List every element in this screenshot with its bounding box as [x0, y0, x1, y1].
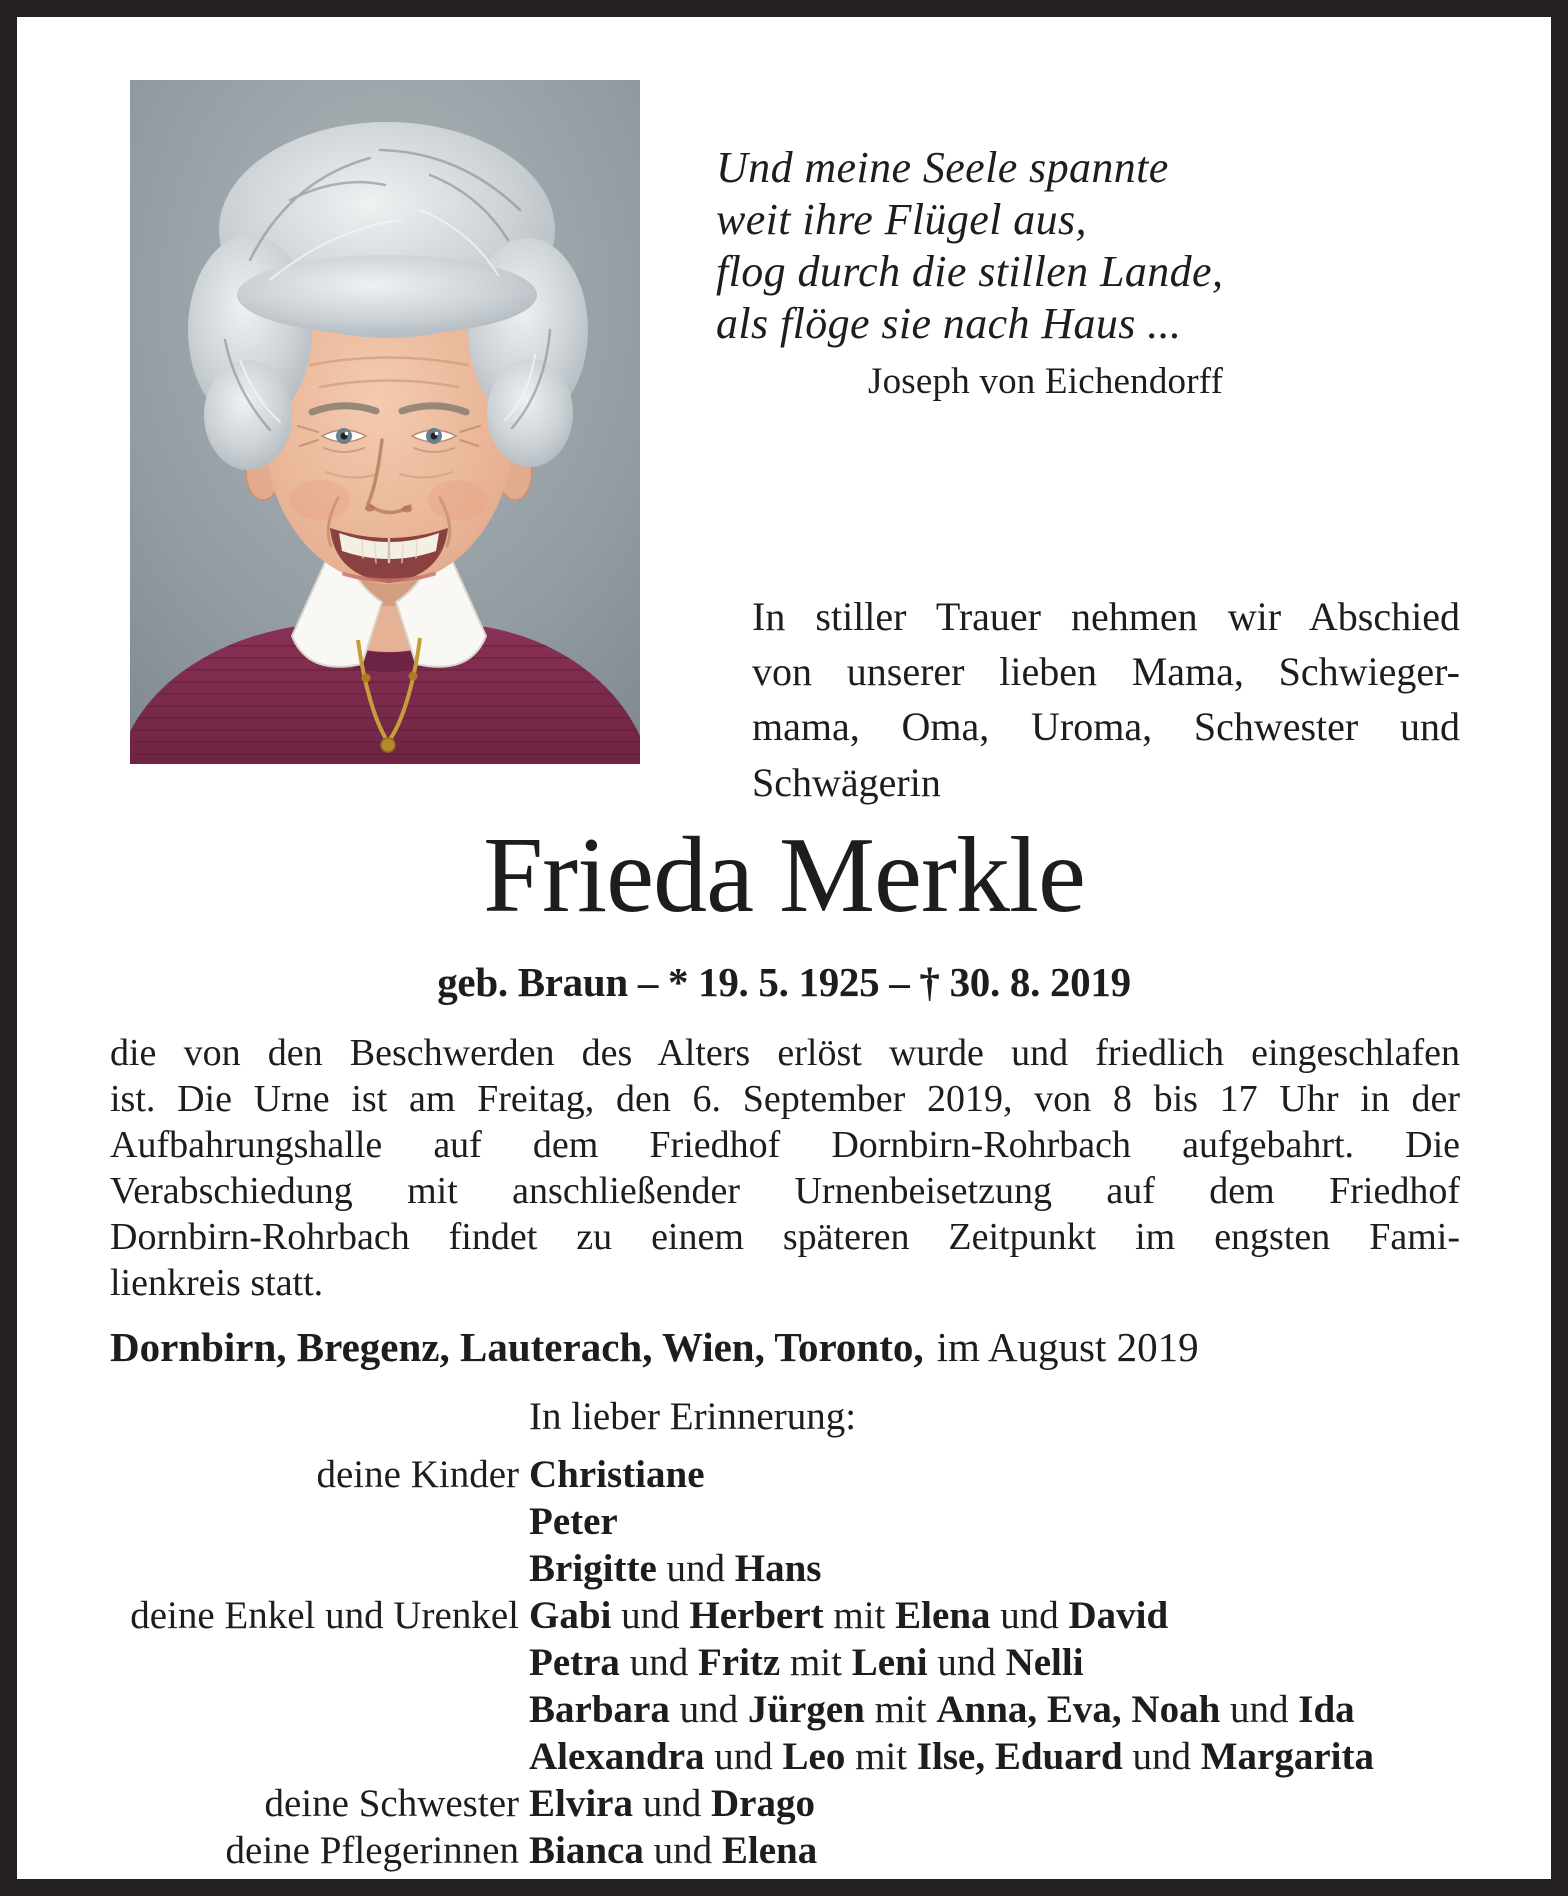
text-segment: mit	[823, 1594, 896, 1637]
announcement-line: ist. Die Urne ist am Freitag, den 6. September 2019, von 8 bis 17 Uhr in der	[110, 1077, 1460, 1120]
place-date-line	[110, 1323, 1199, 1371]
text-segment: und	[990, 1594, 1069, 1637]
remembrance-section	[17, 1393, 1551, 1874]
remembrance-names	[529, 1780, 1551, 1827]
poem-line: als flöge sie nach Haus ...	[716, 298, 1182, 348]
announcement-paragraph	[110, 1031, 1460, 1307]
name-segment: Gabi	[529, 1594, 612, 1637]
poem-block	[716, 142, 1223, 403]
remembrance-name-line	[529, 1686, 1551, 1733]
name-segment: Anna, Eva, Noah	[936, 1688, 1221, 1731]
name-segment: Hans	[734, 1547, 822, 1590]
name-segment: Jürgen	[747, 1688, 865, 1731]
poem-line: flog durch die stillen Lande,	[716, 246, 1224, 296]
name-segment: Herbert	[689, 1594, 824, 1637]
text-segment: und	[927, 1641, 1006, 1684]
name-segment: Nelli	[1005, 1641, 1084, 1684]
remembrance-names	[529, 1827, 1551, 1874]
announcement-line: Dornbirn-Rohrbach findet zu einem späteren Zeitpunkt im engsten Fami-	[110, 1215, 1460, 1258]
date-text: im August 2019	[936, 1324, 1199, 1370]
remembrance-names	[529, 1451, 1551, 1592]
remembrance-label: deine Enkel und Urenkel	[130, 1594, 519, 1637]
remembrance-name-line	[529, 1451, 1551, 1498]
text-segment: mit	[864, 1688, 937, 1731]
name-segment: Fritz	[697, 1641, 781, 1684]
remembrance-heading: In lieber Erinnerung:	[529, 1395, 857, 1438]
name-segment: Ida	[1298, 1688, 1355, 1731]
name-segment: Ilse, Eduard	[916, 1735, 1123, 1778]
name-segment: Christiane	[529, 1453, 705, 1496]
remembrance-name-line	[529, 1827, 1551, 1874]
remembrance-names	[529, 1592, 1551, 1780]
text-segment: und	[643, 1829, 722, 1872]
name-segment: Peter	[529, 1500, 618, 1543]
text-segment: und	[611, 1594, 690, 1637]
intro-paragraph	[752, 589, 1460, 810]
name-segment: David	[1068, 1594, 1169, 1637]
name-segment: Leo	[782, 1735, 846, 1778]
name-segment: Margarita	[1200, 1735, 1375, 1778]
name-segment: Leni	[851, 1641, 928, 1684]
remembrance-name-line	[529, 1592, 1551, 1639]
portrait-photo	[130, 80, 640, 764]
deceased-name: Frieda Merkle	[483, 816, 1085, 935]
remembrance-name-line	[529, 1780, 1551, 1827]
name-segment: Petra	[529, 1641, 620, 1684]
intro-line: von unserer lieben Mama, Schwieger-	[752, 649, 1460, 695]
name-segment: Drago	[711, 1782, 815, 1825]
name-segment: Bianca	[529, 1829, 644, 1872]
announcement-line: die von den Beschwerden des Alters erlöst wurde und friedlich eingeschlafen	[110, 1032, 1460, 1074]
intro-line: mama, Oma, Uroma, Schwester und	[752, 704, 1460, 750]
text-segment: und	[619, 1641, 698, 1684]
places-text: Dornbirn, Bregenz, Lauterach, Wien, Toronto,	[110, 1324, 924, 1370]
text-segment: und	[704, 1735, 783, 1778]
remembrance-rows	[17, 1451, 1551, 1874]
deceased-dates: geb. Braun – * 19. 5. 1925 – † 30. 8. 2019	[437, 959, 1131, 1005]
name-segment: Barbara	[529, 1688, 670, 1731]
remembrance-name-line	[529, 1639, 1551, 1686]
remembrance-row	[17, 1827, 1551, 1874]
remembrance-name-line	[529, 1545, 1551, 1592]
text-segment: und	[633, 1782, 711, 1825]
name-segment: Elvira	[529, 1782, 633, 1825]
text-segment: und	[656, 1547, 735, 1590]
remembrance-name-line	[529, 1498, 1551, 1545]
poem-attribution: Joseph von Eichendorff	[868, 360, 1224, 402]
intro-line: Schwägerin	[752, 759, 941, 805]
remembrance-label: deine Kinder	[316, 1453, 519, 1496]
text-segment: und	[1220, 1688, 1299, 1731]
remembrance-row	[17, 1780, 1551, 1827]
poem-line: Und meine Seele spannte	[716, 143, 1169, 192]
announcement-line: lienkreis statt.	[110, 1261, 324, 1304]
remembrance-name-line	[529, 1733, 1551, 1780]
text-segment: und	[1122, 1735, 1201, 1778]
announcement-line: Aufbahrungshalle auf dem Friedhof Dornbirn-Rohrbach aufgebahrt. Die	[110, 1123, 1460, 1166]
text-segment: und	[669, 1688, 748, 1731]
remembrance-row	[17, 1592, 1551, 1780]
name-segment: Brigitte	[529, 1547, 657, 1590]
name-segment: Elena	[721, 1829, 818, 1872]
name-segment: Elena	[895, 1594, 991, 1637]
remembrance-heading-row	[17, 1393, 1551, 1440]
remembrance-row	[17, 1451, 1551, 1592]
announcement-line: Verabschiedung mit anschließender Urnenbeisetzung auf dem Friedhof	[110, 1169, 1460, 1212]
name-segment: Alexandra	[529, 1735, 705, 1778]
remembrance-label: deine Schwester	[264, 1782, 519, 1825]
text-segment: mit	[845, 1735, 917, 1778]
poem-lines	[716, 142, 1223, 350]
text-segment: mit	[780, 1641, 852, 1684]
remembrance-label: deine Pflegerinnen	[225, 1829, 519, 1872]
poem-line: weit ihre Flügel aus,	[716, 194, 1087, 244]
portrait-illustration	[130, 80, 640, 764]
intro-line: In stiller Trauer nehmen wir Abschied	[752, 594, 1460, 639]
